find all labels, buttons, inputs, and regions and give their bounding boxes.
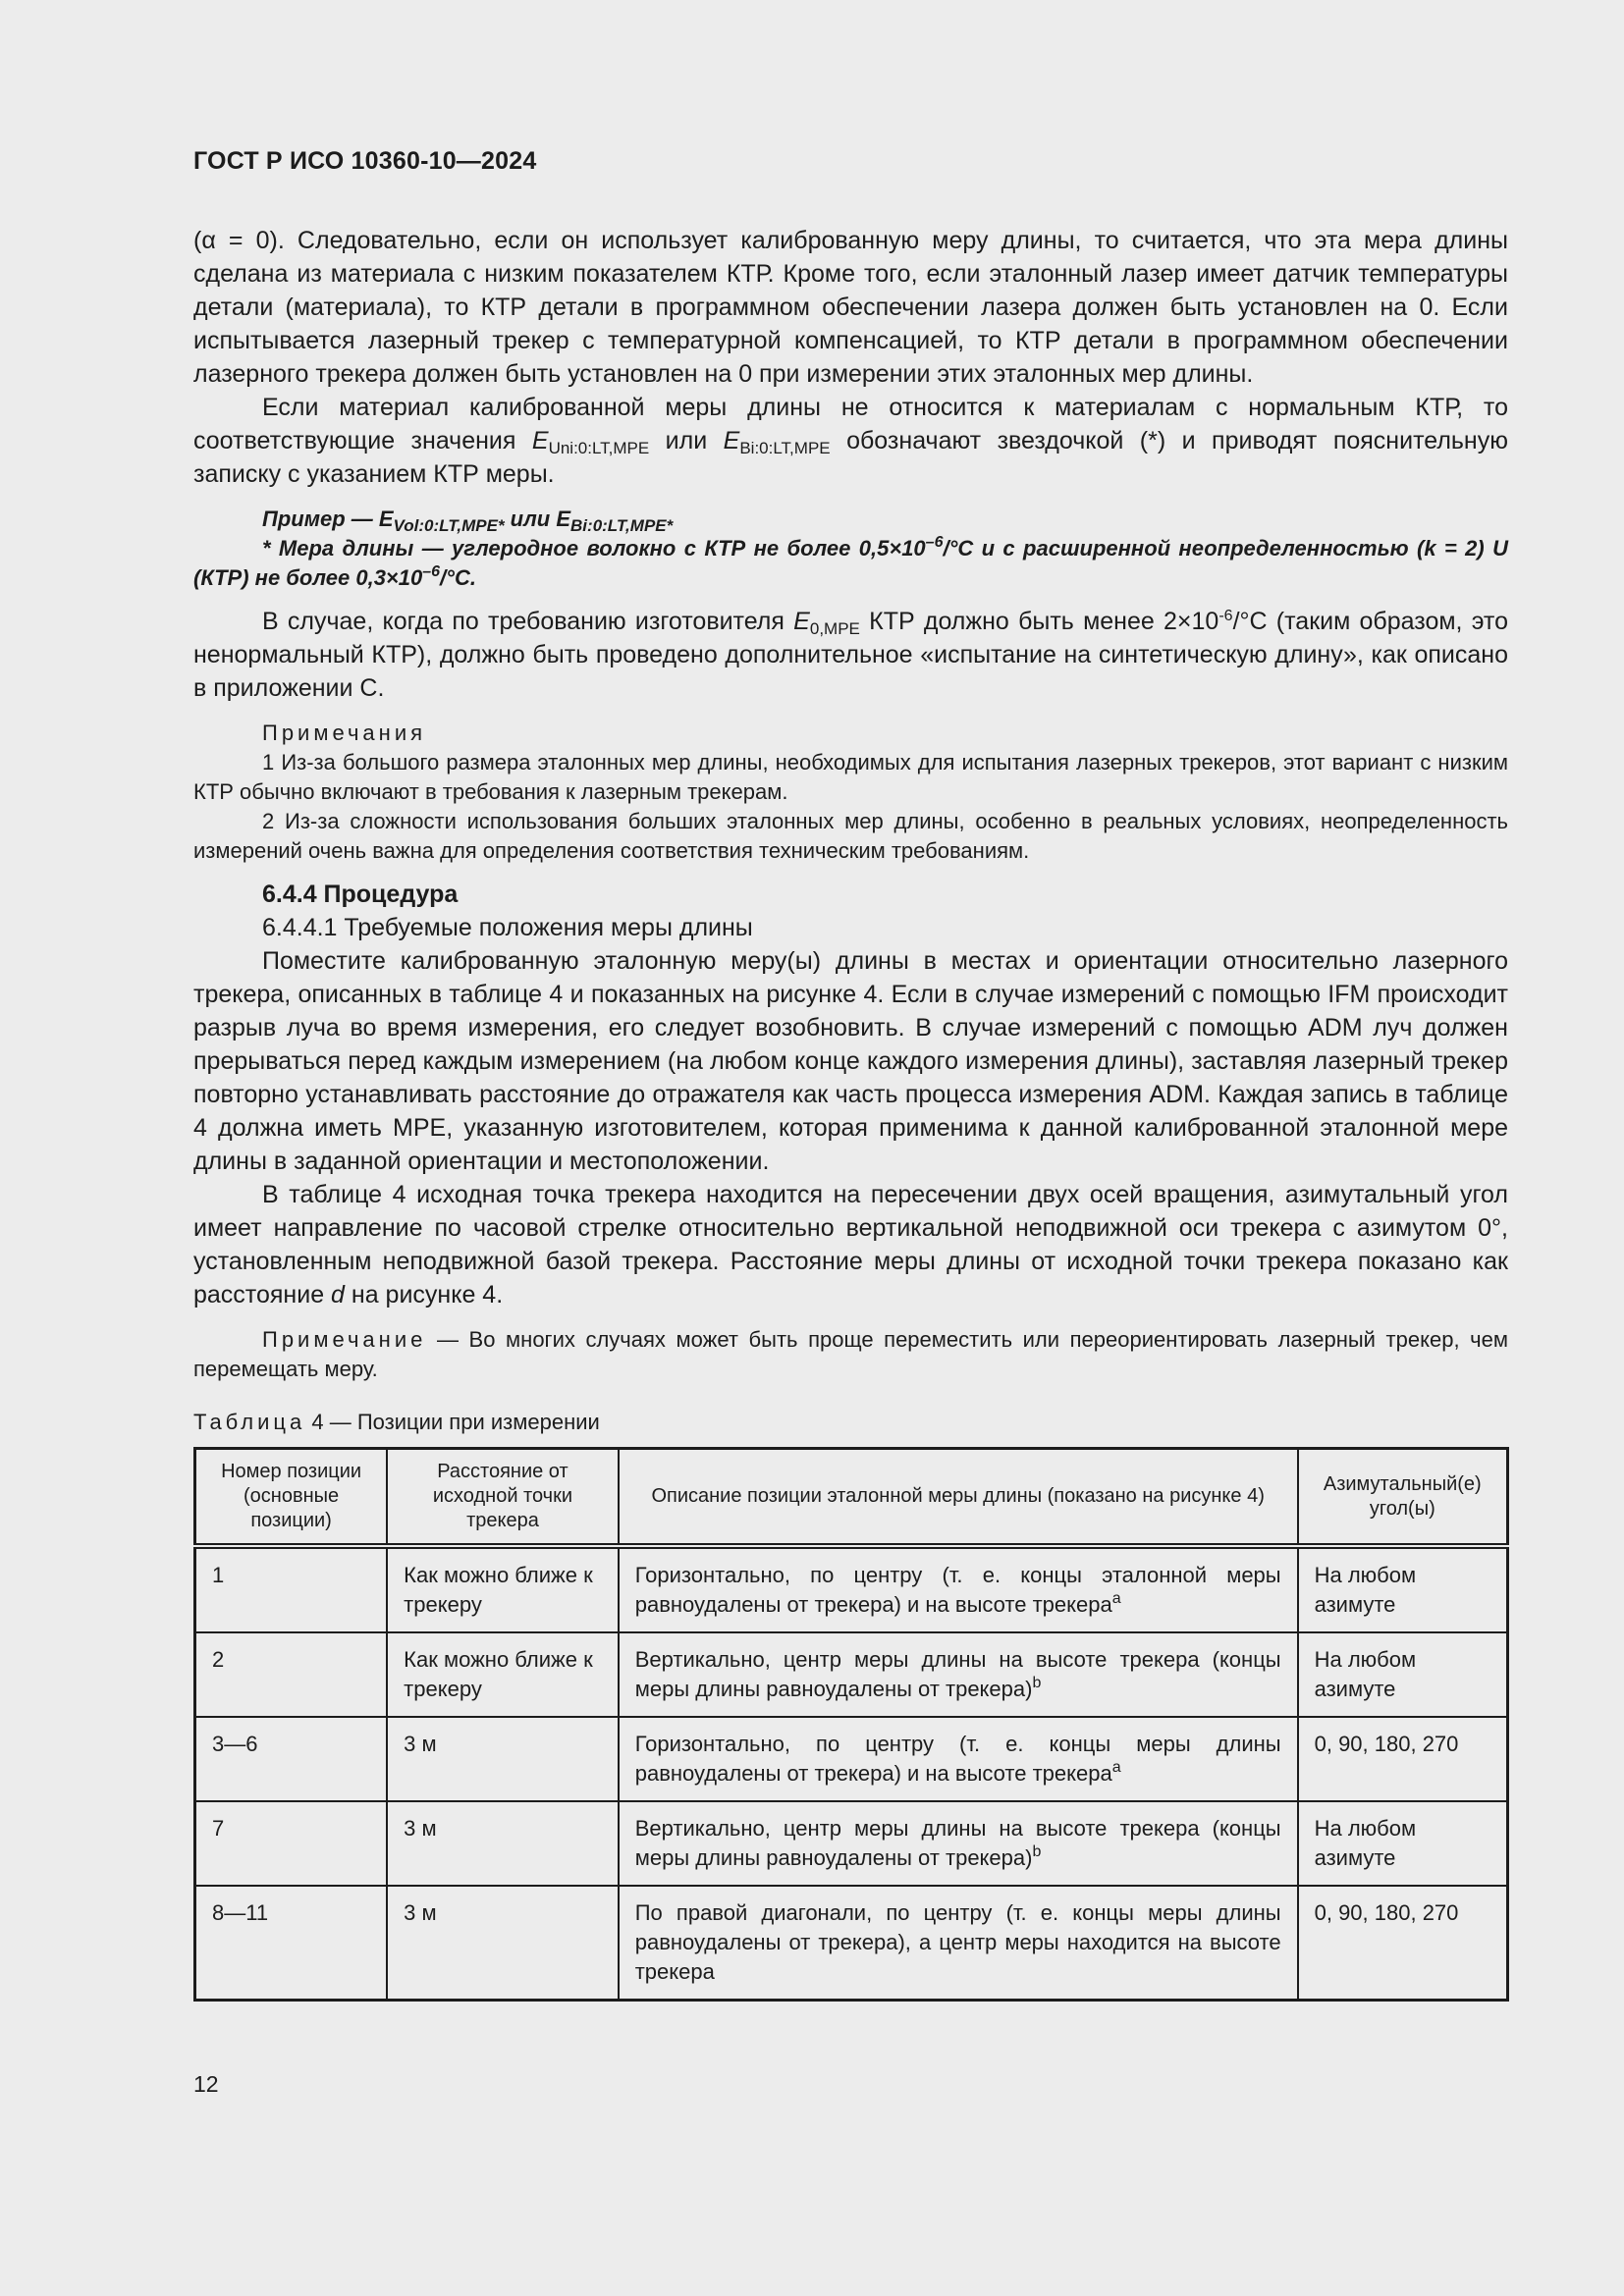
footnote-mark: a: [1111, 1590, 1121, 1607]
text-run: В таблице 4 исходная точка трекера находится на пересечении двух осей вращения, азимутальный угол имеет направление по часовой стрелке относительно вертикальной неподвижной оси трекера с азимутом 0°, установленным неподвижной базой трекера. Расстояние меры длины от исходной точки трекера показано как расстояние: [193, 1181, 1508, 1308]
example-text: [193, 534, 1508, 593]
positions-table: [193, 1447, 1509, 2002]
footnote-mark: b: [1032, 1675, 1042, 1691]
page-body: [193, 224, 1508, 2002]
cell-distance: Как можно ближе к трекеру: [387, 1546, 619, 1632]
table-caption: [193, 1410, 1508, 1435]
table-row: [195, 1632, 1508, 1717]
cell-number: 2: [195, 1632, 388, 1717]
cell-number: 7: [195, 1801, 388, 1886]
paragraph-origin: [193, 1178, 1508, 1311]
symbol-e: E: [793, 608, 810, 635]
cell-distance: Как можно ближе к трекеру: [387, 1632, 619, 1717]
description-text: Вертикально, центр меры длины на высоте трекера (концы меры длины равноудалены от трекера): [634, 1647, 1281, 1701]
header-position-number: Номер позиции (основные позиции): [195, 1449, 388, 1547]
subscript: Bi:0:LT,MPE*: [570, 516, 674, 535]
description-text: Горизонтально, по центру (т. е. концы меры длины равноудалены от трекера) и на высоте трекера: [634, 1732, 1281, 1786]
cell-description: [619, 1717, 1298, 1801]
text-run: /°C и с расширенной неопределенностью (k = 2) U (КТР) не более 0,3×10: [193, 536, 1508, 590]
paragraph-cte-intro: (α = 0). Следовательно, если он использует калиброванную меру длины, то считается, что эта мера длины сделана из материала с низким показателем КТР. Кроме того, если эталонный лазер имеет датчик температуры детали (материала), то КТР детали в программном обеспечении лазера должен быть установлен на 0. Если испытывается лазерный трекер с температурной компенсацией, то КТР детали в программном обеспечении лазерного трекера должен быть установлен на 0 при измерении этих эталонных мер длины.: [193, 227, 1508, 388]
header-description: Описание позиции эталонной меры длины (показано на рисунке 4): [619, 1449, 1298, 1547]
cell-distance: 3 м: [387, 1801, 619, 1886]
cell-distance: 3 м: [387, 1717, 619, 1801]
cell-description: [619, 1632, 1298, 1717]
text-run: КТР должно быть менее 2×10: [859, 608, 1219, 635]
table-row: [195, 1717, 1508, 1801]
subscript: 0,MPE: [809, 619, 860, 638]
footnote-mark: a: [1111, 1759, 1121, 1776]
text-run: В случае, когда по требованию изготовителя: [262, 608, 794, 635]
document-header: ГОСТ Р ИСО 10360-10—2024: [193, 147, 537, 175]
cell-description: [619, 1886, 1298, 2001]
cell-azimuth: На любом азимуте: [1298, 1546, 1508, 1632]
cell-distance: 3 м: [387, 1886, 619, 2001]
header-distance: Расстояние от исходной точки трекера: [387, 1449, 619, 1547]
text-run: на рисунке 4.: [344, 1281, 504, 1308]
cell-azimuth: На любом азимуте: [1298, 1801, 1508, 1886]
symbol-e: E: [531, 427, 549, 454]
table-header-row: [195, 1449, 1508, 1547]
cell-azimuth: На любом азимуте: [1298, 1632, 1508, 1717]
table-row: [195, 1546, 1508, 1632]
header-azimuth: Азимутальный(е) угол(ы): [1298, 1449, 1508, 1547]
text-run: * Мера длины — углеродное волокно с КТР не более 0,5×10: [262, 536, 926, 561]
cell-azimuth: 0, 90, 180, 270: [1298, 1886, 1508, 2001]
section-heading-procedure: 6.4.4 Процедура: [262, 881, 459, 908]
page-number: 12: [193, 2071, 219, 2097]
note-3: [193, 1325, 1508, 1384]
note-1: 1 Из-за большого размера эталонных мер длины, необходимых для испытания лазерных трекеров, этот вариант с низким КТР обычно включают в требования к лазерным трекерам.: [193, 750, 1508, 804]
caption-text: 4 — Позиции при измерении: [305, 1410, 600, 1434]
paragraph-synthetic-length: [193, 605, 1508, 705]
cell-number: 8—11: [195, 1886, 388, 2001]
notes-title: Примечания: [262, 721, 427, 745]
subscript: Bi:0:LT,MPE: [739, 439, 831, 457]
cell-number: 1: [195, 1546, 388, 1632]
superscript: –6: [925, 534, 944, 551]
description-text: Вертикально, центр меры длины на высоте трекера (концы меры длины равноудалены от трекера): [634, 1816, 1281, 1870]
symbol-d: d: [331, 1281, 345, 1308]
text-run: — Во многих случаях может быть проще переместить или переориентировать лазерный трекер, чем перемещать меру.: [193, 1327, 1508, 1381]
text-run: Если материал калиброванной меры длины не относится к материалам с нормальным КТР, то соответствующие значения: [193, 394, 1508, 454]
text-run: /°C.: [440, 565, 476, 590]
superscript: –6: [422, 563, 441, 580]
symbol-e: E: [723, 427, 740, 454]
subscript: Vol:0:LT,MPE*: [393, 516, 505, 535]
footnote-mark: b: [1032, 1843, 1042, 1860]
cell-description: [619, 1801, 1298, 1886]
cell-description: [619, 1546, 1298, 1632]
table-row: [195, 1886, 1508, 2001]
superscript: -6: [1218, 608, 1233, 624]
description-text: Горизонтально, по центру (т. е. концы эталонной меры равноудалены от трекера) и на высоте трекера: [634, 1563, 1281, 1617]
cell-azimuth: 0, 90, 180, 270: [1298, 1717, 1508, 1801]
text-run: или E: [504, 507, 571, 531]
text-run: обозначают звездочкой (*) и приводят пояснительную записку с указанием КТР меры.: [193, 427, 1508, 488]
example-title: [193, 505, 1508, 534]
caption-label: Таблица: [193, 1410, 306, 1434]
cell-number: 3—6: [195, 1717, 388, 1801]
table-row: [195, 1801, 1508, 1886]
description-text: По правой диагонали, по центру (т. е. концы меры длины равноудалены от трекера), а центр меры находится на высоте трекера: [634, 1900, 1281, 1984]
paragraph-nonstandard-cte: [193, 391, 1508, 491]
paragraph-placement: Поместите калиброванную эталонную меру(ы) длины в местах и ориентации относительно лазерного трекера, описанных в таблице 4 и показанных на рисунке 4. Если в случае измерений с помощью IFM происходит разрыв луча во время измерения, его следует возобновить. В случае измерений с помощью ADM луч должен прерываться перед каждым измерением (на любом конце каждого измерения длины), заставляя лазерный трекер повторно устанавливать расстояние до отражателя как часть процесса измерения ADM. Каждая запись в таблице 4 должна иметь МРЕ, указанную изготовителем, которая применима к данной калиброванной эталонной мере длины в заданной ориентации и местоположении.: [193, 947, 1508, 1175]
note-label: Примечание: [262, 1327, 427, 1352]
text-run: или: [649, 427, 724, 454]
text-run: Пример — E: [262, 507, 394, 531]
subscript: Uni:0:LT,MPE: [548, 439, 650, 457]
text-run: /°C (таким образом, это ненормальный КТР), должно быть проведено дополнительное «испытание на синтетическую длину», как описано в приложении С.: [193, 608, 1509, 702]
note-2: 2 Из-за сложности использования больших эталонных мер длины, особенно в реальных условиях, неопределенность измерений очень важна для определения соответствия техническим требованиям.: [193, 809, 1508, 863]
subsection-heading-positions: 6.4.4.1 Требуемые положения меры длины: [262, 914, 753, 941]
